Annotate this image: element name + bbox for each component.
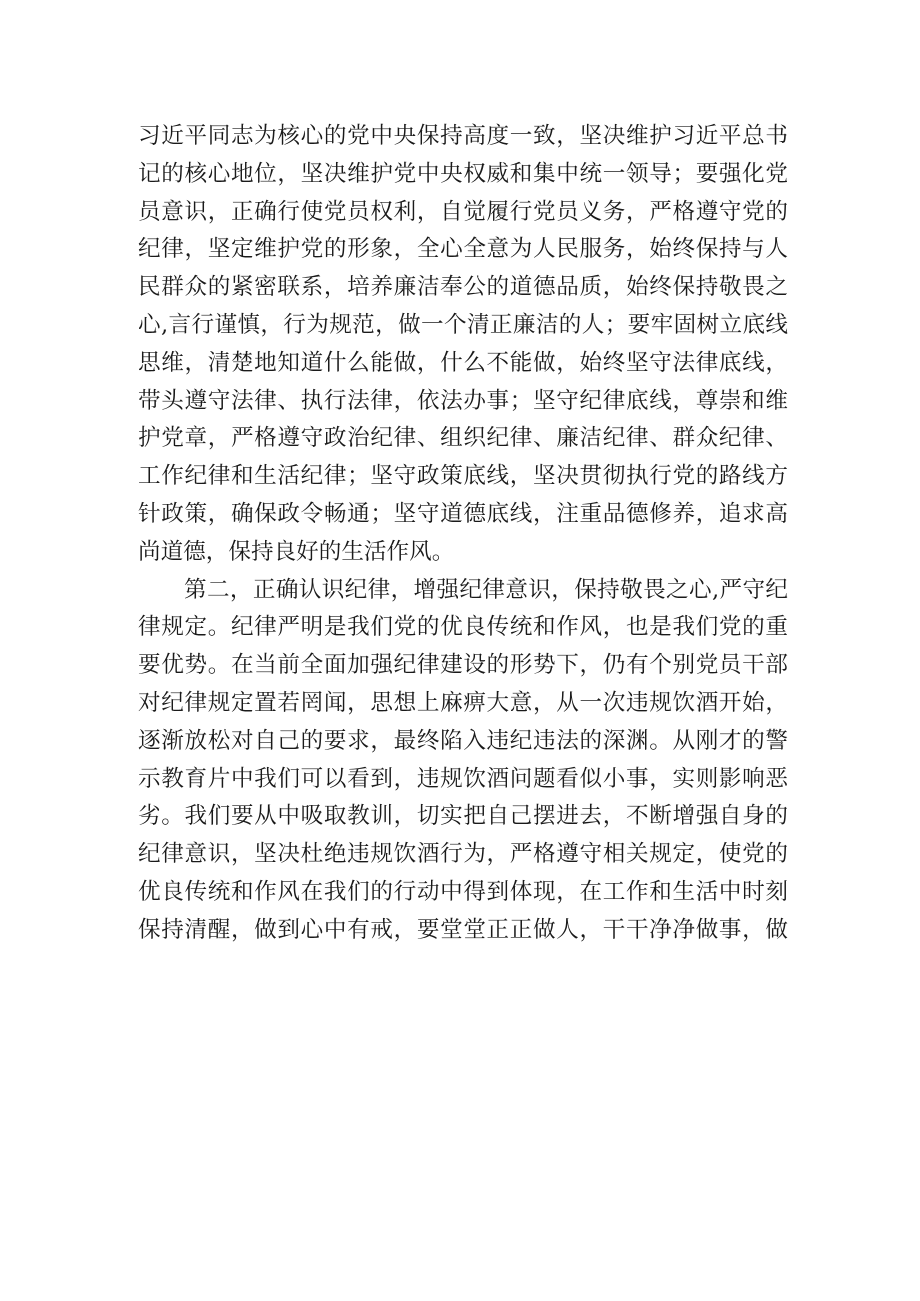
- text-line: 思维，清楚地知道什么能做，什么不能做，始终坚守法律底线，: [138, 349, 788, 376]
- text-line: 带头遵守法律、执行法律，依法办事；坚守纪律底线，尊崇和维: [138, 387, 788, 414]
- text-line: 第二，正确认识纪律，增强纪律意识，保持敬畏之心,严守纪: [184, 576, 788, 603]
- text-line: 纪律，坚定维护党的形象，全心全意为人民服务，始终保持与人: [138, 236, 788, 263]
- text-line: 保持清醒，做到心中有戒，要堂堂正正做人，干干净净做事，做: [138, 916, 788, 943]
- text-line: 劣。我们要从中吸取教训，切实把自己摆进去，不断增强自身的: [138, 803, 788, 830]
- text-line: 习近平同志为核心的党中央保持高度一致，坚决维护习近平总书: [138, 123, 788, 149]
- text-line: 律规定。纪律严明是我们党的优良传统和作风，也是我们党的重: [138, 614, 788, 641]
- text-line: 示教育片中我们可以看到，违规饮酒问题看似小事，实则影响恶: [138, 765, 788, 792]
- text-line: 工作纪律和生活纪律；坚守政策底线，坚决贯彻执行党的路线方: [138, 463, 788, 490]
- text-line: 尚道德，保持良好的生活作风。: [138, 538, 455, 565]
- document-body: [138, 118, 788, 950]
- text-line: 要优势。在当前全面加强纪律建设的形势下，仍有个别党员干部: [138, 652, 788, 679]
- text-line: 针政策，确保政令畅通；坚守道德底线，注重品德修养，追求高: [138, 500, 788, 527]
- text-line: 优良传统和作风在我们的行动中得到体现，在工作和生活中时刻: [138, 878, 788, 905]
- text-line: 员意识，正确行使党员权利，自觉履行党员义务，严格遵守党的: [138, 198, 788, 225]
- text-line: 记的核心地位，坚决维护党中央权威和集中统一领导；要强化党: [138, 160, 788, 187]
- text-line: 民群众的紧密联系，培养廉洁奉公的道德品质，始终保持敬畏之: [138, 274, 788, 301]
- text-line: 逐渐放松对自己的要求，最终陷入违纪违法的深渊。从刚才的警: [138, 727, 788, 754]
- paragraph-1: [138, 118, 788, 572]
- text-line: 护党章，严格遵守政治纪律、组织纪律、廉洁纪律、群众纪律、: [138, 425, 788, 452]
- text-line: 纪律意识，坚决杜绝违规饮酒行为，严格遵守相关规定，使党的: [138, 841, 788, 868]
- text-line: 对纪律规定置若罔闻，思想上麻痹大意，从一次违规饮酒开始，: [138, 689, 788, 716]
- paragraph-2: [138, 572, 788, 950]
- text-line: 心,言行谨慎，行为规范，做一个清正廉洁的人；要牢固树立底线: [138, 311, 788, 338]
